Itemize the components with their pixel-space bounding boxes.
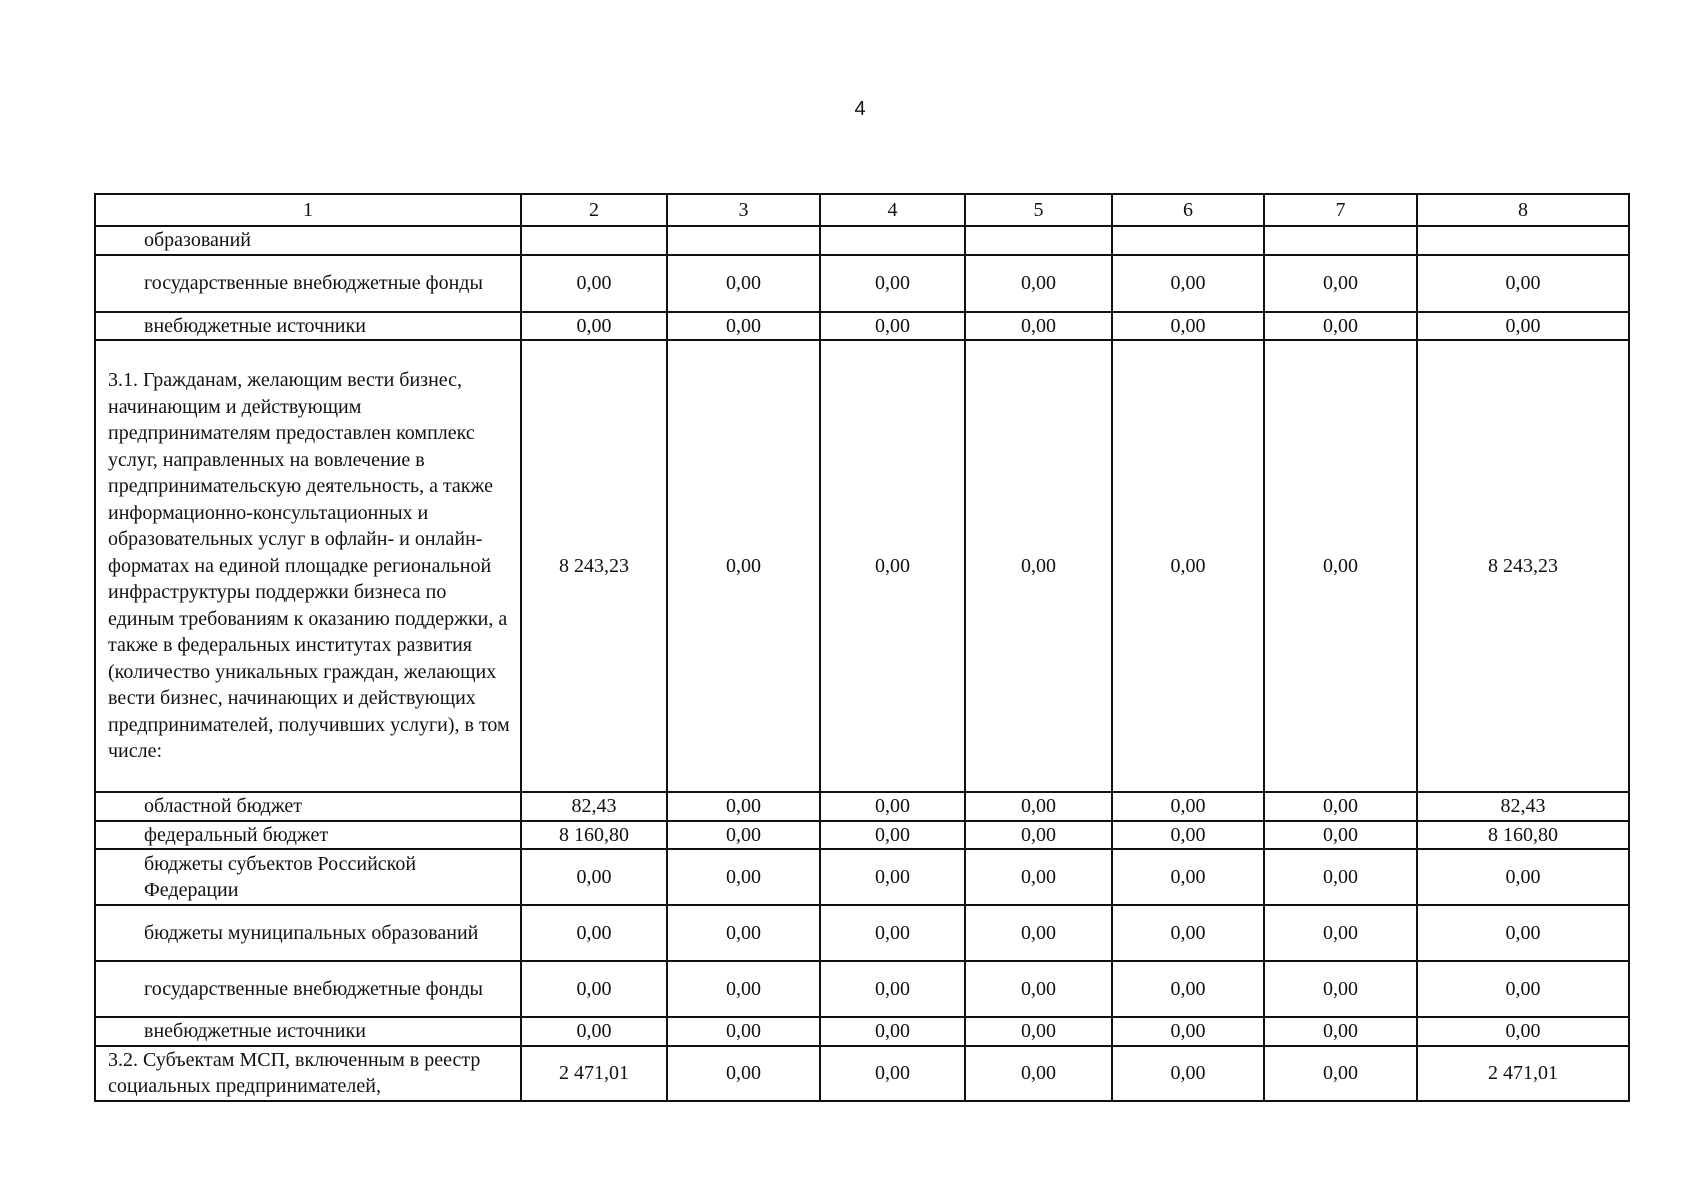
cell-value: 0,00 xyxy=(667,255,820,312)
cell-value: 0,00 xyxy=(965,312,1112,341)
cell-value: 0,00 xyxy=(521,849,667,905)
cell-value: 0,00 xyxy=(1417,312,1629,341)
cell-value: 0,00 xyxy=(667,821,820,850)
cell-value xyxy=(1112,226,1264,255)
cell-value: 0,00 xyxy=(820,340,965,792)
column-header: 3 xyxy=(667,194,820,226)
cell-value: 0,00 xyxy=(1112,340,1264,792)
cell-value: 0,00 xyxy=(820,849,965,905)
budget-table xyxy=(94,193,1630,1102)
cell-value: 0,00 xyxy=(667,792,820,821)
cell-value: 8 160,80 xyxy=(521,821,667,850)
cell-value: 0,00 xyxy=(1264,849,1417,905)
cell-value: 0,00 xyxy=(1112,312,1264,341)
cell-value: 0,00 xyxy=(1417,961,1629,1017)
cell-value: 0,00 xyxy=(1264,255,1417,312)
cell-value xyxy=(1264,226,1417,255)
cell-value: 0,00 xyxy=(667,1017,820,1046)
row-label: бюджеты муниципальных образований xyxy=(95,905,521,961)
table-row xyxy=(95,340,1629,792)
cell-value: 0,00 xyxy=(965,849,1112,905)
cell-value: 0,00 xyxy=(667,1046,820,1101)
column-header: 8 xyxy=(1417,194,1629,226)
cell-value: 0,00 xyxy=(667,340,820,792)
row-label: областной бюджет xyxy=(95,792,521,821)
table-row xyxy=(95,905,1629,961)
cell-value: 0,00 xyxy=(820,1017,965,1046)
cell-value: 0,00 xyxy=(521,255,667,312)
cell-value: 0,00 xyxy=(820,255,965,312)
cell-value: 0,00 xyxy=(667,849,820,905)
cell-value: 0,00 xyxy=(667,961,820,1017)
cell-value: 0,00 xyxy=(820,821,965,850)
column-header: 5 xyxy=(965,194,1112,226)
cell-value: 0,00 xyxy=(1264,792,1417,821)
cell-value xyxy=(521,226,667,255)
cell-value: 0,00 xyxy=(1264,340,1417,792)
cell-value: 0,00 xyxy=(965,905,1112,961)
cell-value xyxy=(1417,226,1629,255)
cell-value: 2 471,01 xyxy=(521,1046,667,1101)
table-row xyxy=(95,255,1629,312)
row-label: бюджеты субъектов Российской Федерации xyxy=(95,849,521,905)
cell-value: 0,00 xyxy=(1417,849,1629,905)
cell-value: 0,00 xyxy=(521,312,667,341)
table-row xyxy=(95,792,1629,821)
cell-value: 0,00 xyxy=(820,961,965,1017)
cell-value: 0,00 xyxy=(1112,905,1264,961)
column-header: 1 xyxy=(95,194,521,226)
cell-value: 82,43 xyxy=(521,792,667,821)
cell-value: 0,00 xyxy=(521,1017,667,1046)
cell-value: 0,00 xyxy=(1112,849,1264,905)
cell-value: 0,00 xyxy=(1264,1017,1417,1046)
cell-value: 0,00 xyxy=(1112,1017,1264,1046)
table-row xyxy=(95,226,1629,255)
cell-value: 0,00 xyxy=(965,1046,1112,1101)
cell-value xyxy=(965,226,1112,255)
cell-value: 0,00 xyxy=(1264,312,1417,341)
cell-value: 8 243,23 xyxy=(521,340,667,792)
table-row xyxy=(95,849,1629,905)
table-row xyxy=(95,1046,1629,1101)
cell-value: 0,00 xyxy=(965,961,1112,1017)
page-number: 4 xyxy=(854,98,866,120)
cell-value: 0,00 xyxy=(965,340,1112,792)
column-header: 7 xyxy=(1264,194,1417,226)
column-header: 6 xyxy=(1112,194,1264,226)
cell-value: 0,00 xyxy=(965,1017,1112,1046)
cell-value: 0,00 xyxy=(521,905,667,961)
row-label: государственные внебюджетные фонды xyxy=(95,255,521,312)
cell-value: 0,00 xyxy=(1264,905,1417,961)
cell-value xyxy=(667,226,820,255)
table-row xyxy=(95,961,1629,1017)
cell-value: 0,00 xyxy=(1417,1017,1629,1046)
row-label: федеральный бюджет xyxy=(95,821,521,850)
cell-value: 0,00 xyxy=(1264,1046,1417,1101)
cell-value: 2 471,01 xyxy=(1417,1046,1629,1101)
cell-value: 0,00 xyxy=(1264,821,1417,850)
table-row xyxy=(95,312,1629,341)
cell-value: 0,00 xyxy=(1112,1046,1264,1101)
cell-value: 0,00 xyxy=(521,961,667,1017)
table-row xyxy=(95,1017,1629,1046)
table-row xyxy=(95,821,1629,850)
cell-value: 0,00 xyxy=(1112,792,1264,821)
column-header: 4 xyxy=(820,194,965,226)
cell-value: 0,00 xyxy=(667,312,820,341)
cell-value: 0,00 xyxy=(820,1046,965,1101)
cell-value: 82,43 xyxy=(1417,792,1629,821)
header-row xyxy=(95,194,1629,226)
row-label: образований xyxy=(95,226,521,255)
column-header: 2 xyxy=(521,194,667,226)
cell-value: 0,00 xyxy=(1417,255,1629,312)
cell-value: 0,00 xyxy=(820,792,965,821)
cell-value: 0,00 xyxy=(965,792,1112,821)
cell-value: 0,00 xyxy=(1112,961,1264,1017)
cell-value: 0,00 xyxy=(1417,905,1629,961)
cell-value: 8 243,23 xyxy=(1417,340,1629,792)
row-label: 3.2. Субъектам МСП, включенным в реестр социальных предпринимателей, xyxy=(95,1046,521,1101)
cell-value: 0,00 xyxy=(1112,255,1264,312)
cell-value xyxy=(820,226,965,255)
cell-value: 0,00 xyxy=(965,821,1112,850)
row-label: 3.1. Гражданам, желающим вести бизнес, начинающим и действующим предпринимателям предоставлен комплекс услуг, направленных на вовлечение в предпринимательскую деятельность, а также информационно-консультационных и образовательных услуг в офлайн- и онлайн-форматах на единой площадке региональной инфраструктуры поддержки бизнеса по единым требованиям к оказанию поддержки, а также в федеральных институтах развития (количество уникальных граждан, желающих вести бизнес, начинающих и действующих предпринимателей, получивших услуги), в том числе: xyxy=(95,340,521,792)
cell-value: 8 160,80 xyxy=(1417,821,1629,850)
cell-value: 0,00 xyxy=(1264,961,1417,1017)
row-label: государственные внебюджетные фонды xyxy=(95,961,521,1017)
cell-value: 0,00 xyxy=(820,312,965,341)
row-label: внебюджетные источники xyxy=(95,1017,521,1046)
cell-value: 0,00 xyxy=(965,255,1112,312)
cell-value: 0,00 xyxy=(667,905,820,961)
row-label: внебюджетные источники xyxy=(95,312,521,341)
cell-value: 0,00 xyxy=(1112,821,1264,850)
cell-value: 0,00 xyxy=(820,905,965,961)
